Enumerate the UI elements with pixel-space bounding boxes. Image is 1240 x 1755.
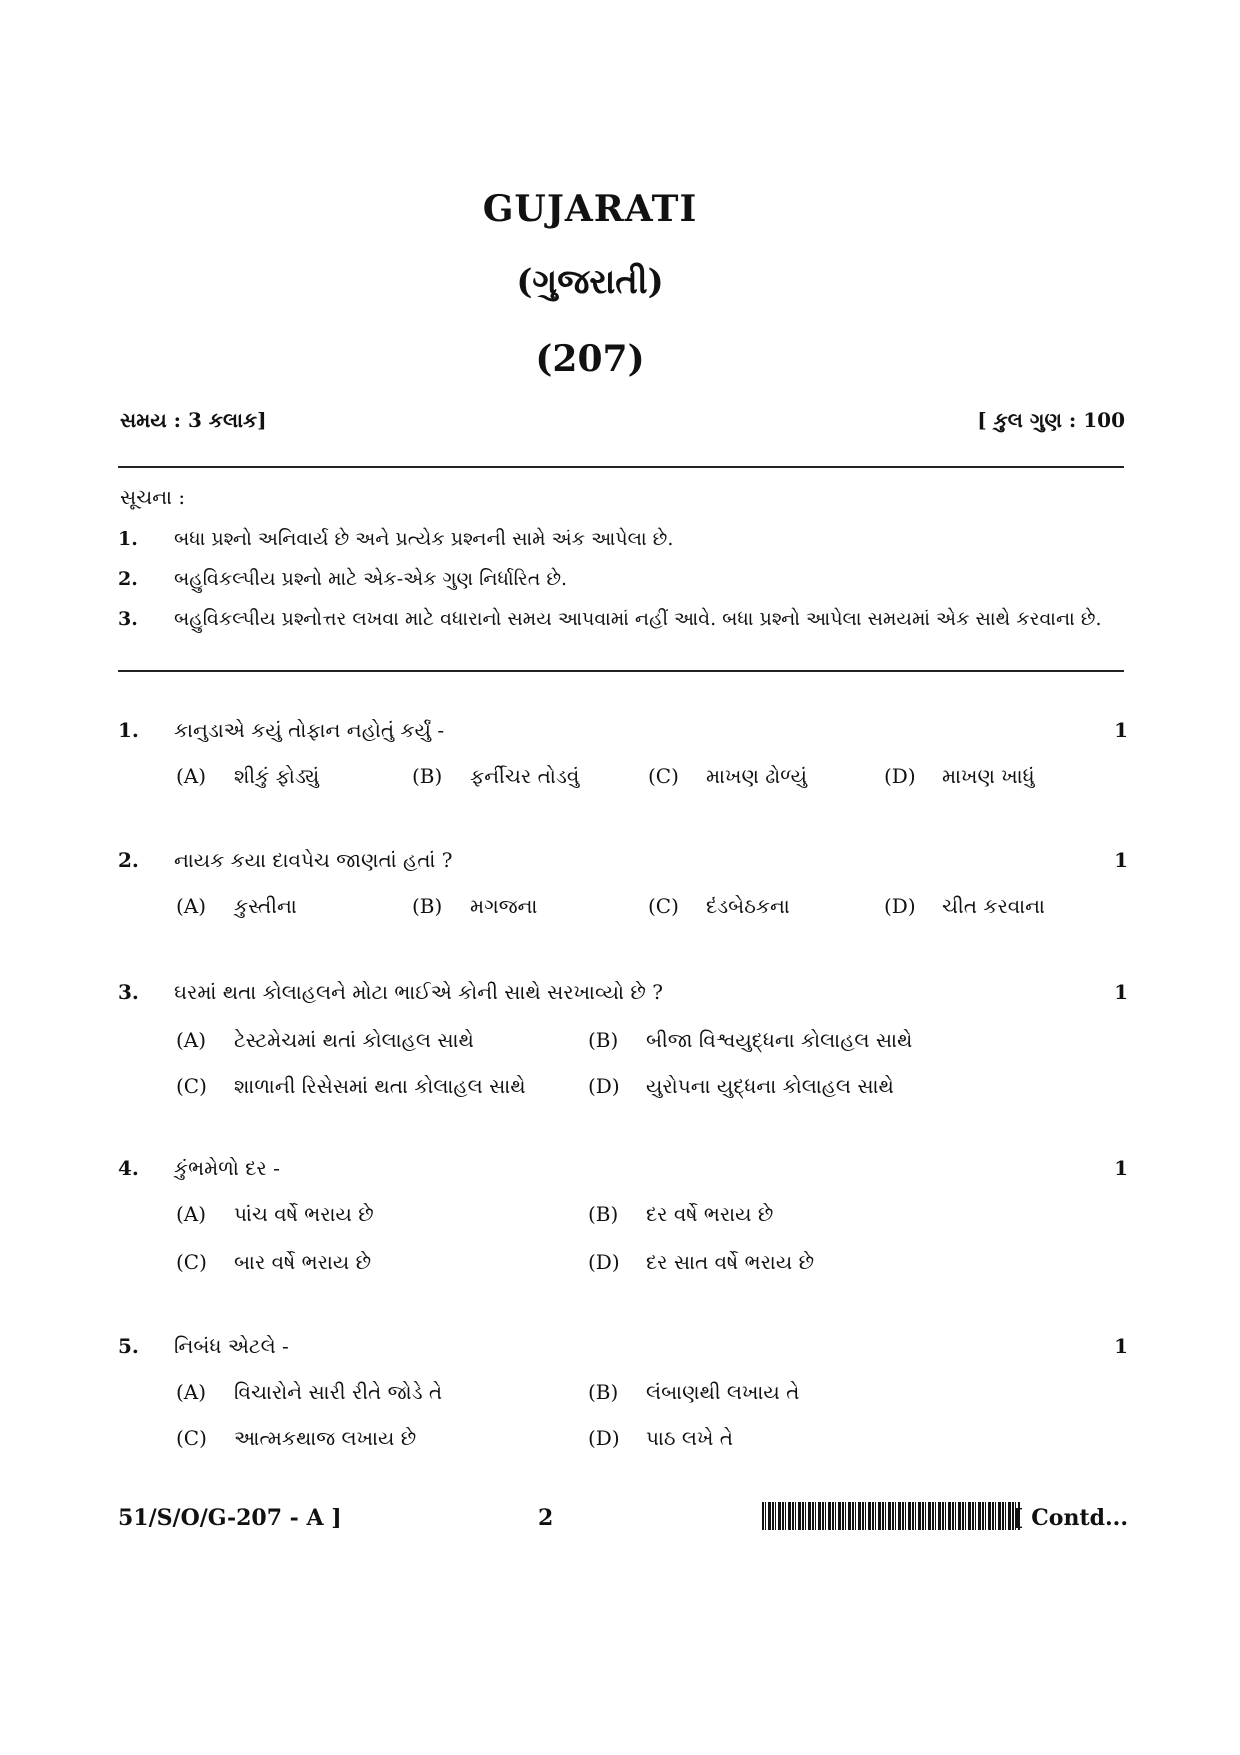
- option-label: (D): [588, 1250, 620, 1274]
- instruction-number: 3.: [118, 608, 138, 630]
- paper-code: 51/S/O/G-207 - A ]: [118, 1505, 342, 1531]
- option-a: [176, 1380, 442, 1404]
- option-b: [588, 1202, 773, 1226]
- instruction-item: [118, 522, 1128, 556]
- option-b: [412, 894, 537, 918]
- option-label: (C): [176, 1250, 207, 1274]
- divider-bottom: [118, 670, 1124, 672]
- page-number: 2: [538, 1505, 554, 1531]
- option-label: (A): [176, 764, 207, 788]
- option-label: (B): [412, 894, 443, 918]
- instruction-item: [118, 602, 1128, 636]
- option-text: દર વર્ષે ભરાય છે: [646, 1202, 774, 1226]
- option-d: [588, 1074, 894, 1098]
- option-text: બાર વર્ષે ભરાય છે: [234, 1250, 372, 1274]
- barcode-icon: [762, 1502, 1020, 1530]
- option-text: વિચારોને સારી રીતે જોડે તે: [234, 1380, 443, 1404]
- instruction-text: બધા પ્રશ્નો અનિવાર્ય છે અને પ્રત્યેક પ્રશ્નની સામે અંક આપેલા છે.: [174, 528, 674, 550]
- question-marks: 1: [1114, 1156, 1128, 1180]
- subject-code: (207): [535, 338, 645, 380]
- question-text: નિબંધ એટલે -: [174, 1334, 289, 1358]
- option-text: દર સાત વર્ષે ભરાય છે: [646, 1250, 815, 1274]
- instruction-text: બહુવિકલ્પીય પ્રશ્નોત્તર લખવા માટે વધારાનો સમય આપવામાં નહીં આવે. બધા પ્રશ્નો આપેલા સમયમાં એક સાથે કરવાના છે.: [174, 608, 1102, 630]
- continued-label: [ Contd...: [1013, 1505, 1128, 1531]
- option-text: પાંચ વર્ષે ભરાય છે: [234, 1202, 374, 1226]
- option-text: ફર્નીચર તોડવું: [470, 764, 580, 788]
- option-label: (D): [884, 764, 916, 788]
- instruction-number: 1.: [118, 528, 138, 550]
- option-text: યુરોપના યુદ્ધના કોલાહલ સાથે: [646, 1074, 894, 1098]
- option-b: [588, 1028, 912, 1052]
- option-label: (B): [588, 1380, 619, 1404]
- option-c: [648, 894, 790, 918]
- option-text: આત્મકથાજ લખાય છે: [234, 1426, 417, 1450]
- option-d: [884, 764, 1035, 788]
- option-text: માખણ ખાધું: [942, 764, 1035, 788]
- instructions-heading: સૂચના :: [120, 485, 186, 509]
- option-text: મગજના: [470, 894, 538, 918]
- instruction-number: 2.: [118, 568, 138, 590]
- option-label: (B): [412, 764, 443, 788]
- option-label: (D): [588, 1426, 620, 1450]
- option-label: (A): [176, 1028, 207, 1052]
- option-text: દંડબેઠકના: [706, 894, 790, 918]
- question-marks: 1: [1114, 848, 1128, 872]
- option-label: (D): [588, 1074, 620, 1098]
- option-label: (B): [588, 1028, 619, 1052]
- option-d: [884, 894, 1045, 918]
- instruction-text: બહુવિકલ્પીય પ્રશ્નો માટે એક-એક ગુણ નિર્ધારિત છે.: [174, 568, 568, 590]
- option-label: (A): [176, 894, 207, 918]
- option-text: કુસ્તીના: [234, 894, 297, 918]
- question-marks: 1: [1114, 980, 1128, 1004]
- question-text: ઘરમાં થતા કોલાહલને મોટા ભાઈએ કોની સાથે સરખાવ્યો છે ?: [174, 980, 663, 1004]
- option-b: [588, 1380, 799, 1404]
- question-number: 4.: [118, 1156, 139, 1180]
- option-label: (C): [176, 1074, 207, 1098]
- option-label: (D): [884, 894, 916, 918]
- option-d: [588, 1250, 814, 1274]
- option-a: [176, 1028, 474, 1052]
- option-c: [648, 764, 807, 788]
- option-text: ટેસ્ટમેચમાં થતાં કોલાહલ સાથે: [234, 1028, 474, 1052]
- option-label: (B): [588, 1202, 619, 1226]
- option-b: [412, 764, 579, 788]
- question-number: 5.: [118, 1334, 139, 1358]
- question-marks: 1: [1114, 1334, 1128, 1358]
- option-text: ચીત કરવાના: [942, 894, 1045, 918]
- option-label: (C): [176, 1426, 207, 1450]
- option-label: (A): [176, 1380, 207, 1404]
- option-d: [588, 1426, 733, 1450]
- option-c: [176, 1250, 371, 1274]
- question-number: 1.: [118, 718, 139, 742]
- divider-top: [118, 466, 1124, 468]
- option-text: લંબાણથી લખાય તે: [646, 1380, 800, 1404]
- option-label: (C): [648, 764, 679, 788]
- time-allowed: સમય : 3 કલાક]: [120, 408, 267, 432]
- option-c: [176, 1426, 416, 1450]
- option-label: (C): [648, 894, 679, 918]
- question-text: કાનુડાએ કયું તોફાન નહોતું કર્યું -: [174, 718, 445, 742]
- option-text: શાળાની રિસેસમાં થતા કોલાહલ સાથે: [234, 1074, 526, 1098]
- option-a: [176, 894, 297, 918]
- question-number: 2.: [118, 848, 139, 872]
- option-text: માખણ ઢોળ્યું: [706, 764, 808, 788]
- total-marks: [ કુલ ગુણ : 100: [977, 408, 1125, 432]
- option-c: [176, 1074, 526, 1098]
- subject-title: GUJARATI: [482, 188, 698, 230]
- option-text: શીકું ફોડ્યું: [234, 764, 320, 788]
- option-label: (A): [176, 1202, 207, 1226]
- option-a: [176, 764, 319, 788]
- question-text: નાયક કયા દાવપેચ જાણતાં હતાં ?: [174, 848, 453, 872]
- question-text: કુંભમેળો દર -: [174, 1156, 280, 1180]
- option-a: [176, 1202, 374, 1226]
- question-number: 3.: [118, 980, 139, 1004]
- option-text: બીજા વિશ્વયુદ્ધના કોલાહલ સાથે: [646, 1028, 913, 1052]
- option-text: પાઠ લખે તે: [646, 1426, 734, 1450]
- question-marks: 1: [1114, 718, 1128, 742]
- subject-title-gujarati: (ગુજરાતી): [516, 262, 664, 302]
- instruction-item: [118, 562, 1128, 596]
